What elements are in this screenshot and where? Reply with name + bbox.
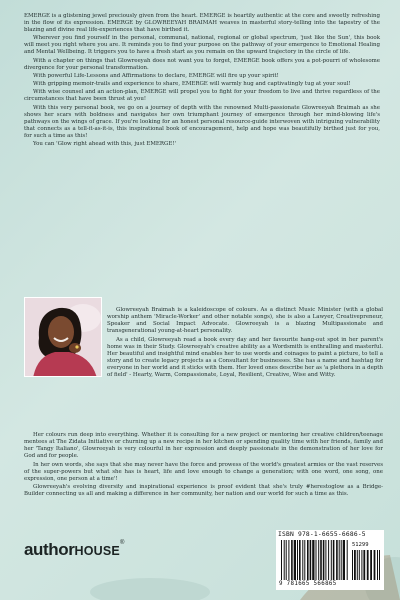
barcode-bar: [320, 540, 322, 580]
blurb-paragraph: EMERGE is a glistening jewel preciously given from the heart. EMERGE is heartily authentic at the core and sweetly refreshing in the flow of its expression. EMERGE by GLOWREEYAH BRAIMAH weaves in masterful story-telling into the tapestry of the blazing and divine real life-experiences that have birthed it.: [24, 13, 380, 34]
blurb-paragraph: With wise counsel and an action-plan, EMERGE will propel you to fight for your freedom to live and thrive regardless of the circumstances that have been thrust at you!: [24, 89, 380, 103]
isbn-label: ISBN 978-1-6655-6686-5: [278, 531, 366, 538]
publisher-logo: [24, 540, 124, 560]
bio-paragraph: Her colours run deep into everything. Whether it is consulting for a new project or mentoring her creative children/teenage mentees at The Zidata Initiative or churning up a new recipe in her kitchen or spending quality time with her friends, family and her 'Tangy Italiano', Glowreeyah is very colourful in her expression and deeply passionate in the demonstration of her love for God and for people.: [24, 432, 383, 460]
barcode-bar: [304, 540, 305, 580]
blurb-paragraph: You can 'Glow right ahead with this, just EMERGE!': [33, 141, 176, 148]
author-photo: [24, 297, 102, 377]
barcode-bar: [286, 540, 287, 580]
barcode-bar: [357, 550, 358, 580]
isbn-barcode: [276, 530, 384, 590]
barcode-bar: [325, 540, 326, 580]
blurb-paragraph: With a chapter on things that Glowreeyah does not want you to forget, EMERGE book offers you a pot-pourri of wholesome divergence for your personal transformation.: [24, 57, 380, 71]
barcode-bar: [307, 540, 309, 580]
barcode-bar: [336, 540, 338, 580]
barcode-bar: [302, 540, 303, 580]
blurb-paragraph: With powerful Life-Lessons and Affirmations to declare, EMERGE will fire up your spirit!: [33, 72, 279, 79]
bio-paragraph: Glowreeyah's evolving diversity and inspirational experience is proof evident that she's truly #herestoglow as a Bridge-Builder connecting us all and making a difference in her community, her nation and our world for such a time as this.: [24, 484, 383, 498]
author-portrait-icon: [25, 298, 102, 377]
barcode-bar: [339, 540, 340, 580]
bio-paragraph: Glowreeyah Braimah is a kaleidoscope of colours. As a distinct Music Minister (with a global worship anthem 'Miracle-Worker' and other notable songs), she is also a Lawyer, Creativepreneur, Speaker and Social Impact Advocate. Glowreeyah is a blazing Multipassionate and transgenerational young-at-heart personality.: [107, 307, 383, 335]
barcode-bar: [297, 540, 298, 580]
logo-trademark: ®: [119, 540, 125, 546]
author-bio-bottom: [24, 432, 383, 500]
barcode-main-digits: 9 781665 566865: [279, 581, 337, 587]
barcode-bar: [343, 540, 345, 580]
logo-author: author: [24, 540, 75, 559]
barcode-addon-digits: 51299: [352, 542, 369, 548]
barcode-bar: [347, 540, 348, 580]
barcode-bar: [370, 550, 372, 580]
bio-paragraph: In her own words, she says that she may never have the force and prowess of the world's greatest armies or the vast reserves of the super-powers but what she has is heart, life and love enough to change a generation; with one word, one song, one expression, one person at a time'!: [24, 461, 383, 482]
blurb-paragraph: With this very personal book, we go on a journey of depth with the renowned Multi-passionate Glowreeyah Braimah as she shows her scars with boldness and navigates her own triumphant journey of emergence through her mind-blowing life's pathways on the wings of grace. If you're looking for an honest personal resource-guide interwoven with intriguing vulnerability that connects as a tell-it-as-it-is, this inspirational book of encouragement, help and hope was beautifully birthed just for you, for such a time as this!: [24, 104, 380, 139]
barcode-bar: [281, 540, 282, 580]
barcode-bar: [294, 540, 296, 580]
barcode-bar: [291, 540, 293, 580]
barcode-bar: [284, 540, 285, 580]
barcode-bar: [333, 540, 335, 580]
barcode-bar: [316, 540, 317, 580]
barcode-bar: [323, 540, 325, 580]
barcode-bar: [359, 550, 360, 580]
barcode-bar: [361, 550, 362, 580]
barcode-bar: [310, 540, 312, 580]
barcode-bar: [312, 540, 314, 580]
barcode-bar: [377, 550, 378, 580]
barcode-bar: [331, 540, 332, 580]
blurb-paragraph: Wherever you find yourself in the personal, communal, national, regional or global spectrum, 'just like the Sun', this book will meet you right where you are. It reminds you to find your purpose on the pathway of your emergence to Emotional Healing and Mental Wellbeing. It triggers you to have a fresh start as you remain on the upward trajectory in the circle of life.: [24, 35, 380, 56]
barcode-bar: [328, 540, 329, 580]
logo-house: HOUSE: [74, 544, 120, 558]
author-bio-top: [107, 307, 383, 380]
barcode-bar: [367, 550, 369, 580]
barcode-bar: [299, 540, 301, 580]
barcode-bar: [352, 550, 353, 580]
blurb-paragraph: With gripping memoir-trails and experience to share, EMERGE will warmly hug and captivatingly tug at your soul!: [33, 81, 351, 88]
back-cover-blurb: [24, 13, 380, 149]
barcode-bar: [318, 540, 319, 580]
barcode-bar: [288, 540, 289, 580]
barcode-bar: [363, 550, 365, 580]
bio-paragraph: As a child, Glowreeyah read a book every day and her favourite hang-out spot in her parent's home was in their Study. Glowreeyah's creative ability as a Wordsmith is enthralling and masterful. Her beautiful and insightful mind enables her to use words and coinages to paint a picture, to tell a story and to create legacy projects as a Consultant for businesses. She has a name and hashtag for everyone in her world and it sticks with them. Her loved ones describe her as 'a plethora in a depth of field' - Hearty, Warm, Compassionate, Loyal, Resilient, Creative, Wise and Witty.: [107, 336, 383, 378]
barcode-bar: [354, 550, 356, 580]
barcode-bar: [374, 550, 376, 580]
barcode-bar: [341, 540, 342, 580]
barcode-bar: [379, 550, 380, 580]
